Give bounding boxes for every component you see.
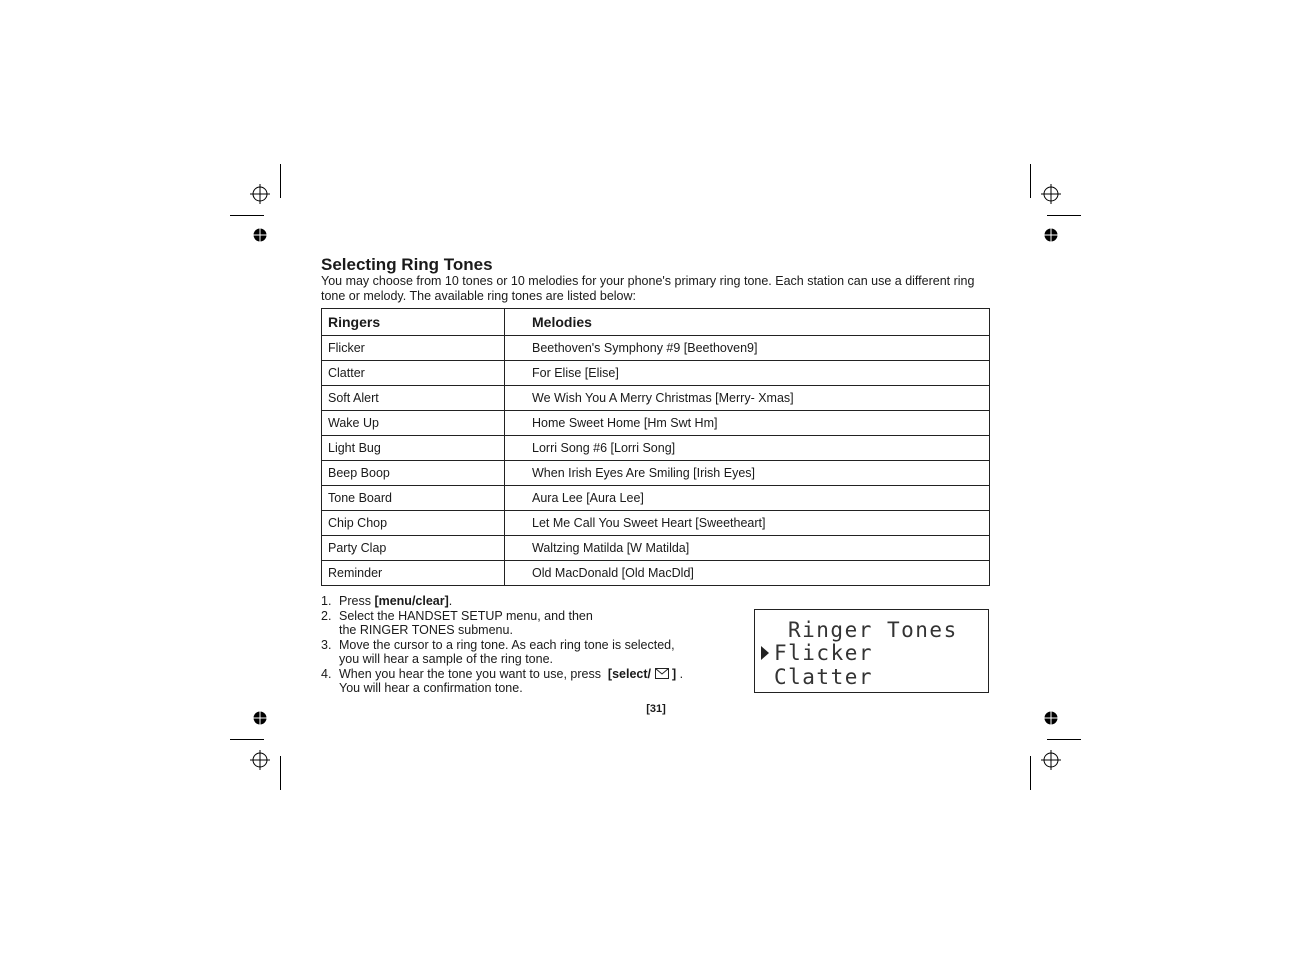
- step-number: 1.: [321, 594, 332, 608]
- step-text: Press: [339, 594, 375, 608]
- table-row: [322, 561, 990, 586]
- section-heading: Selecting Ring Tones: [321, 255, 493, 274]
- step-text: When you hear the tone you want to use, press: [339, 666, 608, 681]
- melody-cell: When Irish Eyes Are Smiling [Irish Eyes]: [505, 461, 990, 486]
- table-row: [322, 411, 990, 436]
- step-number: 3.: [321, 637, 332, 652]
- registration-target-icon: [250, 750, 270, 770]
- melody-cell: Let Me Call You Sweet Heart [Sweetheart]: [505, 511, 990, 536]
- melody-cell: Beethoven's Symphony #9 [Beethoven9]: [505, 336, 990, 361]
- table-row: [322, 386, 990, 411]
- table-row: [322, 511, 990, 536]
- step-text: Select the HANDSET SETUP menu, and then: [339, 608, 593, 623]
- ringer-cell: Flicker: [322, 336, 505, 361]
- column-header-melodies: Melodies: [505, 309, 990, 336]
- melody-cell: Old MacDonald [Old MacDld]: [505, 561, 990, 586]
- table-row: [322, 486, 990, 511]
- ringer-cell: Clatter: [322, 361, 505, 386]
- crop-line: [280, 164, 281, 198]
- key-label-select-end: ]: [671, 666, 677, 681]
- table-row: [322, 436, 990, 461]
- table-row: [322, 461, 990, 486]
- lcd-display: [754, 609, 989, 693]
- lcd-line-option: Clatter: [774, 665, 874, 689]
- crop-line: [1030, 164, 1031, 198]
- instruction-steps: [321, 594, 741, 696]
- melody-cell: Lorri Song #6 [Lorri Song]: [505, 436, 990, 461]
- ringer-cell: Reminder: [322, 561, 505, 586]
- melody-cell: For Elise [Elise]: [505, 361, 990, 386]
- registration-dot-icon: [1044, 228, 1058, 242]
- step-text: You will hear a confirmation tone.: [339, 681, 523, 695]
- step-text: you will hear a sample of the ring tone.: [339, 652, 554, 666]
- ringer-cell: Chip Chop: [322, 511, 505, 536]
- ringer-cell: Party Clap: [322, 536, 505, 561]
- ring-tones-table: [321, 308, 990, 586]
- ringer-cell: Beep Boop: [322, 461, 505, 486]
- ringer-cell: Wake Up: [322, 411, 505, 436]
- step-text: Move the cursor to a ring tone. As each ring tone is selected,: [339, 637, 675, 652]
- ringer-cell: Tone Board: [322, 486, 505, 511]
- crop-line: [280, 756, 281, 790]
- melody-cell: Home Sweet Home [Hm Swt Hm]: [505, 411, 990, 436]
- ringer-cell: Light Bug: [322, 436, 505, 461]
- registration-dot-icon: [253, 228, 267, 242]
- step-text: .: [448, 594, 453, 608]
- step-1: [321, 594, 741, 609]
- key-label-menu-clear: [menu/clear]: [374, 594, 449, 608]
- crop-line: [1047, 739, 1081, 740]
- step-number: 2.: [321, 608, 332, 623]
- registration-target-icon: [1041, 750, 1061, 770]
- lcd-line-selected: Flicker: [774, 641, 874, 665]
- table-row: [322, 336, 990, 361]
- intro-paragraph: You may choose from 10 tones or 10 melodies for your phone's primary ring tone. Each station can use a different ring tone or melody. The available ring tones are listed below:: [321, 274, 975, 303]
- step-3: [321, 638, 741, 667]
- page-number: [31]: [646, 703, 666, 715]
- table-row: [322, 536, 990, 561]
- step-2: [321, 609, 741, 638]
- melody-cell: Aura Lee [Aura Lee]: [505, 486, 990, 511]
- registration-target-icon: [1041, 184, 1061, 204]
- melody-cell: Waltzing Matilda [W Matilda]: [505, 536, 990, 561]
- key-label-select: [select/: [607, 666, 652, 681]
- step-number: 4.: [321, 666, 332, 681]
- table-header-row: [322, 309, 990, 336]
- ringer-cell: Soft Alert: [322, 386, 505, 411]
- column-header-ringers: Ringers: [322, 309, 505, 336]
- step-4: [321, 667, 741, 696]
- crop-line: [1047, 215, 1081, 216]
- envelope-icon: [655, 668, 669, 679]
- registration-target-icon: [250, 184, 270, 204]
- lcd-cursor-arrow-icon: [761, 646, 769, 660]
- lcd-line-title: Ringer Tones: [788, 618, 958, 642]
- crop-line: [230, 739, 264, 740]
- crop-line: [1030, 756, 1031, 790]
- crop-line: [230, 215, 264, 216]
- table-row: [322, 361, 990, 386]
- step-text: the RINGER TONES submenu.: [339, 623, 513, 637]
- melody-cell: We Wish You A Merry Christmas [Merry- Xmas]: [505, 386, 990, 411]
- step-text: .: [676, 666, 684, 681]
